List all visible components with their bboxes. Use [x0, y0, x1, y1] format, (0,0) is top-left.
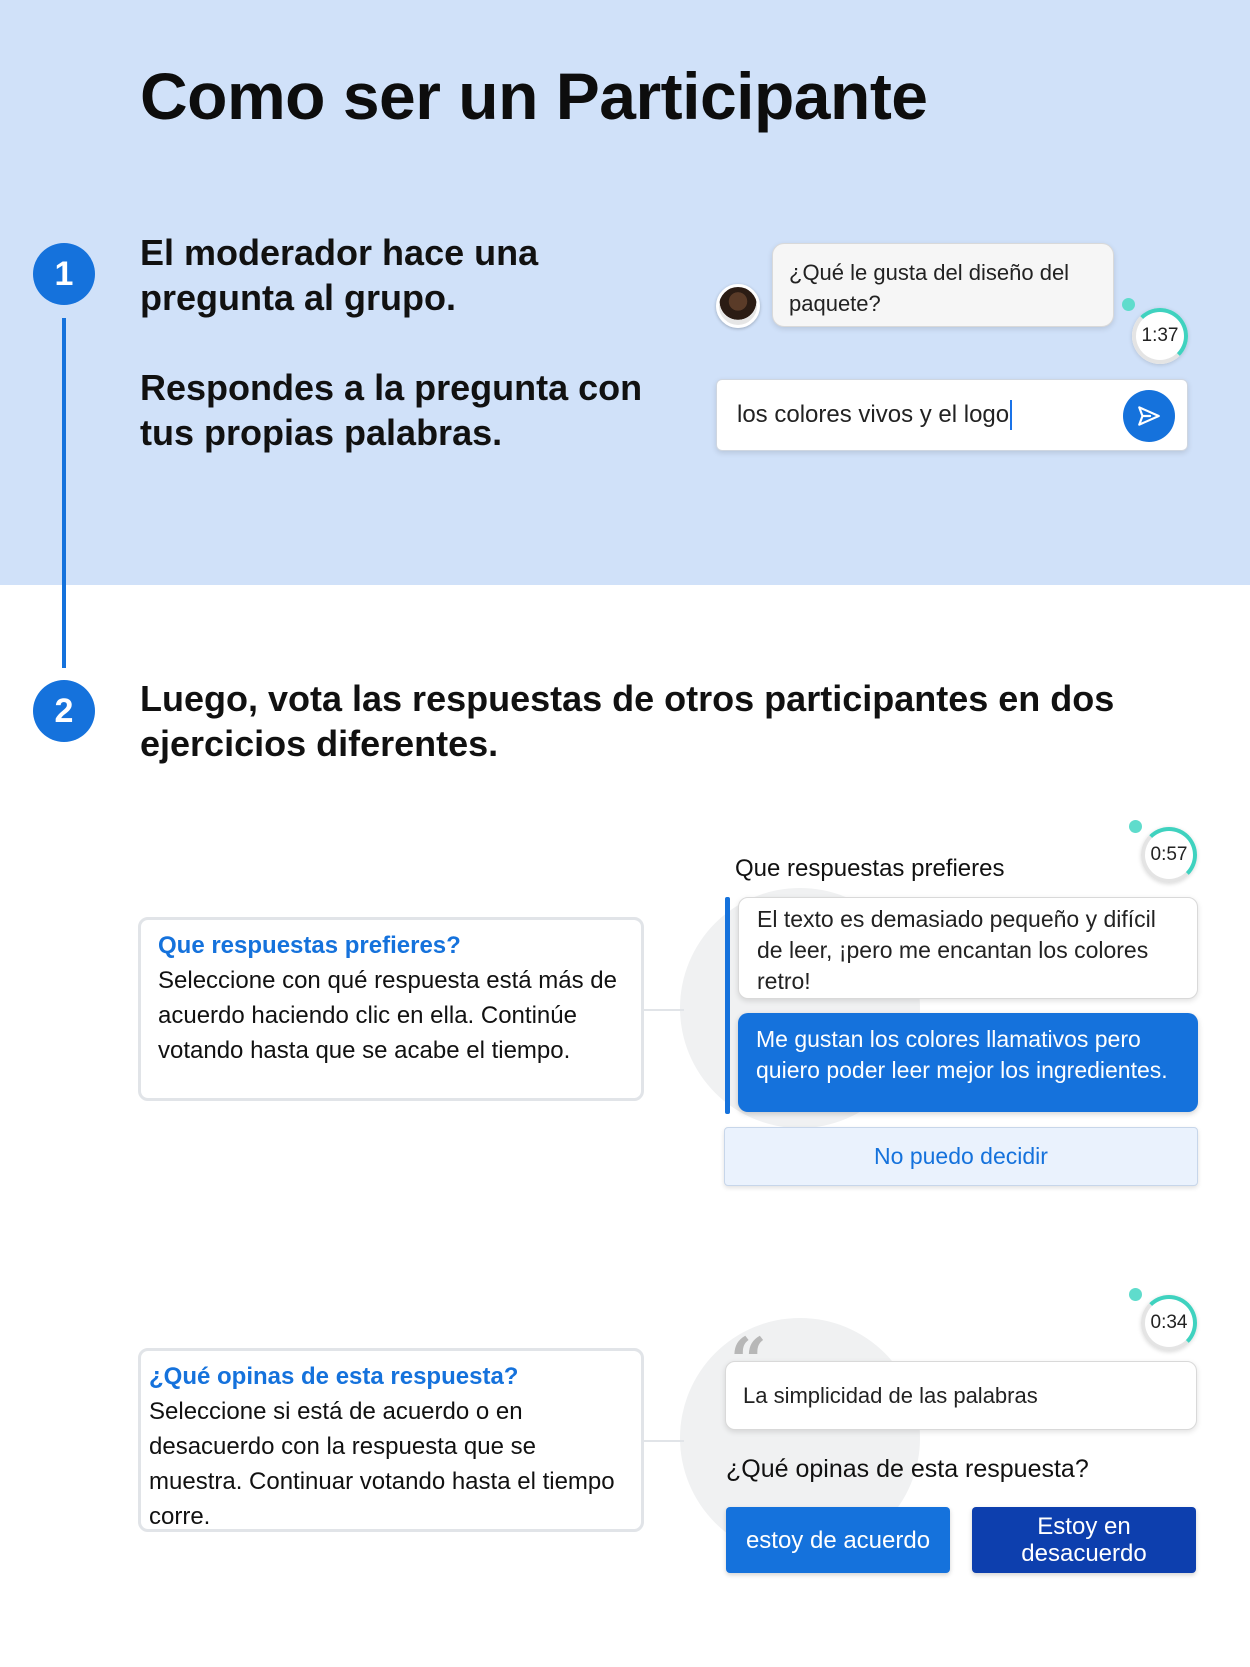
timer-indicator-dot	[1129, 1288, 1142, 1301]
answer-option-1[interactable]: El texto es demasiado pequeño y difícil de leer, ¡pero me encantan los colores retro!	[738, 897, 1198, 999]
instruction-connector	[644, 1009, 684, 1011]
instruction-body: Seleccione con qué respuesta está más de acuerdo haciendo clic en ella. Continúe votando hasta que se acabe el tiempo.	[158, 967, 617, 1064]
moderator-avatar	[716, 284, 760, 328]
send-button[interactable]	[1123, 390, 1175, 442]
instruction-box-preference	[138, 917, 644, 1101]
preference-panel-title: Que respuestas prefieres	[735, 855, 1005, 882]
answer-option-2-selected[interactable]: Me gustan los colores llamativos pero quiero poder leer mejor los ingredientes.	[738, 1013, 1198, 1112]
text-caret	[1010, 400, 1012, 430]
step-badge-2: 2	[33, 680, 95, 742]
step-connector-line	[62, 318, 66, 668]
instruction-title: ¿Qué opinas de esta respuesta?	[149, 1363, 519, 1390]
timer-chat	[1132, 308, 1188, 364]
agree-button[interactable]: estoy de acuerdo	[726, 1507, 950, 1573]
instruction-connector	[644, 1440, 684, 1442]
timer-indicator-dot	[1129, 820, 1142, 833]
timer-exercise2-value: 0:34	[1150, 1312, 1188, 1333]
send-icon	[1136, 403, 1162, 429]
timer-chat-value: 1:37	[1141, 325, 1179, 346]
opinion-question: ¿Qué opinas de esta respuesta?	[726, 1455, 1089, 1483]
step-badge-1: 1	[33, 243, 95, 305]
instruction-box-opinion	[138, 1348, 644, 1532]
quoted-answer-card: La simplicidad de las palabras	[725, 1361, 1197, 1430]
timer-indicator-dot	[1122, 298, 1135, 311]
instruction-title: Que respuestas prefieres?	[158, 932, 461, 959]
step1-text-respond: Respondes a la pregunta con tus propias palabras.	[140, 367, 643, 453]
timer-exercise1	[1141, 827, 1197, 883]
answer-input-value: los colores vivos y el logo	[737, 401, 1010, 428]
selection-indicator	[725, 897, 730, 1114]
answer-input[interactable]	[716, 379, 1188, 451]
instruction-body: Seleccione si está de acuerdo o en desacuerdo con la respuesta que se muestra. Continuar votando hasta el tiempo corre.	[149, 1398, 615, 1530]
moderator-question-bubble: ¿Qué le gusta del diseño del paquete?	[772, 243, 1114, 327]
disagree-button[interactable]: Estoy en desacuerdo	[972, 1507, 1196, 1573]
timer-exercise2	[1141, 1295, 1197, 1351]
step1-text-ask: El moderador hace una pregunta al grupo.	[140, 232, 539, 318]
page-title: Como ser un Participante	[140, 59, 928, 133]
timer-exercise1-value: 0:57	[1150, 844, 1188, 865]
cannot-decide-button[interactable]: No puedo decidir	[724, 1127, 1198, 1186]
step2-text-vote: Luego, vota las respuestas de otros participantes en dos ejercicios diferentes.	[140, 678, 1115, 764]
